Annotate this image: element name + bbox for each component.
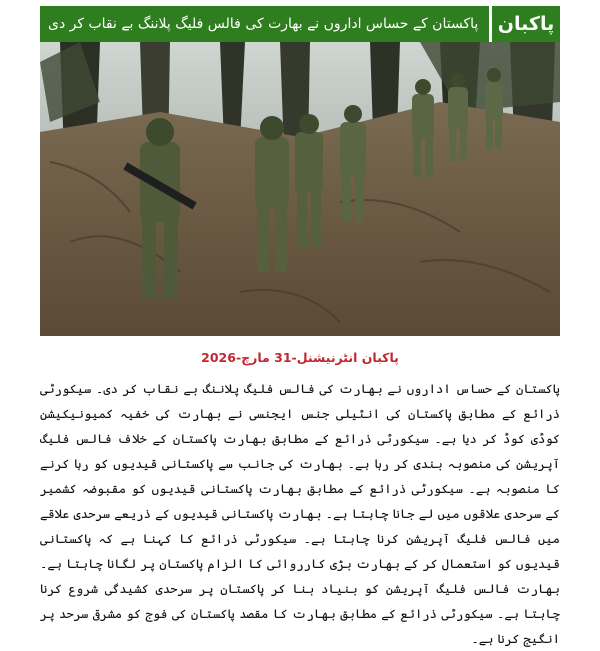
brand-logo: پاکبان <box>497 13 555 35</box>
headline-banner <box>40 6 560 42</box>
dateline: پاکبان انٹرنیشنل-31 مارچ-2026 <box>201 350 399 365</box>
news-photo <box>40 42 560 336</box>
article-body: پاکستان کے حساس اداروں نے بھارت کی فالس فلیگ پلاننگ بے نقاب کر دی۔ سیکورٹی ذرائع کے مطابق پاکستان کی انٹیلی جنس ایجنسی نے بھارت کی خفیہ کمیونیکیشن کوڈی کوڈ کر دیا ہے۔ سیکورٹی ذرائع کے مطابق بھارت پاکستان کے خلاف فالس فلیگ آپریشن کی منصوبہ بندی کر رہا ہے۔ بھارت کی جانب سے پاکستانی قیدیوں کو رہا کرنے کا منصوبہ ہے۔ سیکورٹی ذرائع کے مطابق بھارت پاکستانی قیدیوں کو مقبوضہ کشمیر کے سرحدی علاقوں میں لے جانا چاہتا ہے۔ بھارت پاکستانی قیدیوں کے ذریعے سرحدی علاقے میں فالس فلیگ آپریشن کرنا چاہتا ہے۔ سیکورٹی ذرائع کا کہنا ہے کہ پاکستانی قیدیوں کو استعمال کر کے بھارت بڑی کارروائی کا الزام پاکستان پر لگانا چاہتا ہے۔ بھارت فالس فلیگ آپریشن کو بنیاد بنا کر پاکستان پر سرحدی کشیدگی شروع کرنا چاہتا ہے۔ سیکورٹی ذرائع کے مطابق بھارت کا مقصد پاکستان کی فوج کو مشرقی سرحد پر انگیج کرنا ہے۔ <box>40 381 560 646</box>
soldiers-photo <box>40 42 560 336</box>
headline-title: پاکستان کے حساس اداروں نے بھارت کی فالس فلیگ پلاننگ بے نقاب کر دی <box>48 16 479 32</box>
